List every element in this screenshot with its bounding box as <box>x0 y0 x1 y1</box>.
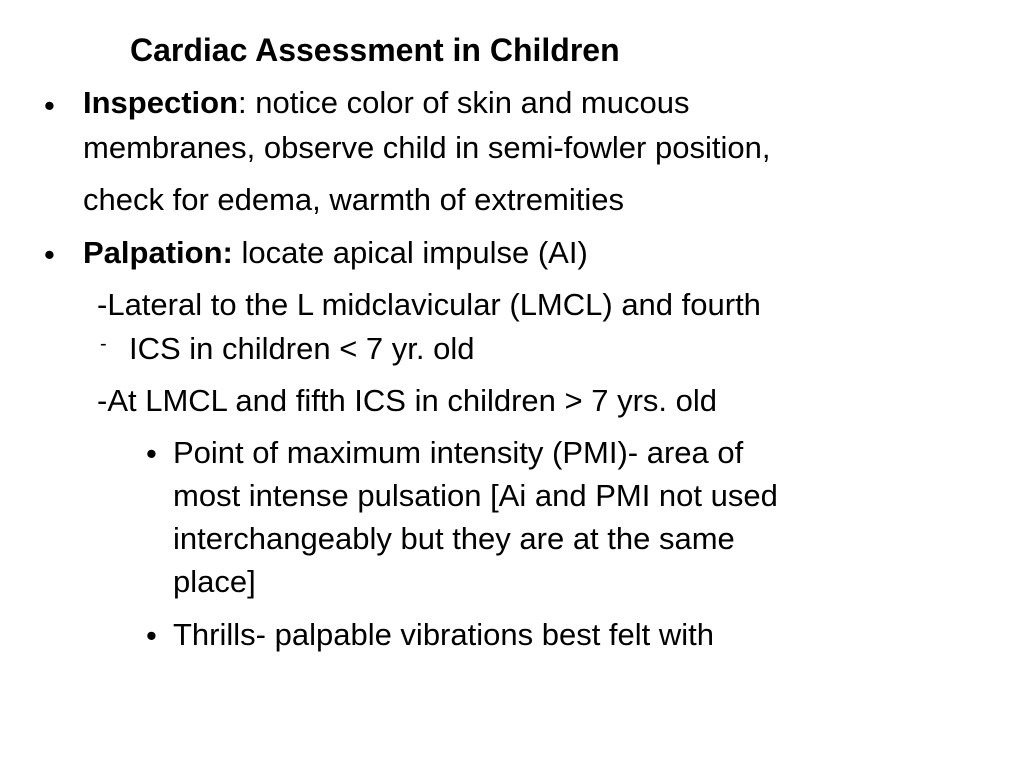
lateral-line-1: -Lateral to the L midclavicular (LMCL) and fourth <box>97 287 761 322</box>
inspection-label: Inspection <box>83 85 239 120</box>
bullet-thrills: • <box>146 618 157 653</box>
bullet-palpation: • <box>44 237 55 272</box>
inspection-line-2: membranes, observe child in semi-fowler position, <box>83 130 771 165</box>
palpation-text: locate apical impulse (AI) <box>232 235 588 270</box>
bullet-pmi: • <box>146 436 157 471</box>
palpation-line <box>83 234 588 272</box>
inspection-line-1 <box>83 84 689 122</box>
thrills-line: Thrills- palpable vibrations best felt with <box>173 617 715 652</box>
pmi-line-2: most intense pulsation [Ai and PMI not used <box>173 478 778 513</box>
bullet-inspection: • <box>44 88 55 123</box>
inspection-line-3: check for edema, warmth of extremities <box>83 182 624 217</box>
pmi-line-4: place] <box>173 564 256 599</box>
palpation-label: Palpation: <box>83 235 233 270</box>
lateral-dash-mark: - <box>100 333 107 355</box>
pmi-line-1: Point of maximum intensity (PMI)- area of <box>173 435 744 470</box>
inspection-text: : notice color of skin and mucous <box>238 85 690 120</box>
slide-title: Cardiac Assessment in Children <box>130 32 620 68</box>
pmi-line-3: interchangeably but they are at the same <box>173 521 735 556</box>
lmcl-fifth-line: -At LMCL and fifth ICS in children > 7 yrs. old <box>97 383 717 418</box>
lateral-line-2: ICS in children < 7 yr. old <box>129 331 475 366</box>
